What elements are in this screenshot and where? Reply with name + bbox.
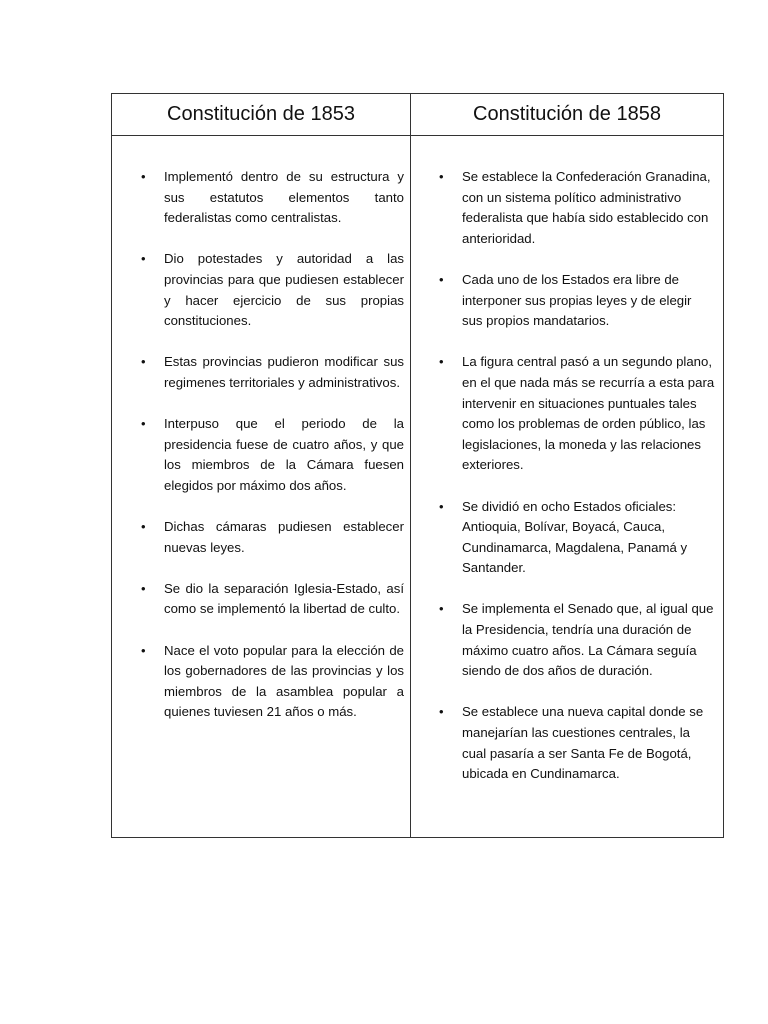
list-item: [112, 414, 410, 496]
list-item: [411, 167, 723, 249]
list-item: [411, 270, 723, 332]
list-item: [112, 517, 410, 558]
header-1858: Constitución de 1858: [411, 94, 724, 136]
list-item-text: Cada uno de los Estados era libre de interponer sus propias leyes y de elegir sus propios mandatarios.: [462, 271, 692, 329]
list-item-text: Nace el voto popular para la elección de los gobernadores de las provincias y los miembros de la asamblea popular a quienes tuviesen 21 años o más.: [164, 642, 404, 720]
bullet-icon: •: [439, 354, 444, 370]
header-row: [112, 94, 724, 136]
column-1858: [411, 136, 724, 838]
list-item-text: Interpuso que el periodo de la presidencia fuese de cuatro años, y que los miembros de la Cámara fuesen elegidos por máximo dos años.: [164, 416, 404, 493]
list-item: [112, 167, 410, 229]
list-item: [112, 579, 410, 620]
list-item: [112, 641, 410, 723]
bullet-icon: •: [439, 169, 444, 184]
list-item-text: Estas provincias pudieron modificar sus regimenes territoriales y administrativos.: [164, 354, 404, 390]
bullet-list-1853: [112, 167, 410, 723]
bullet-list-1858: [411, 167, 723, 785]
bullet-icon: •: [141, 519, 146, 535]
bullet-icon: •: [439, 271, 444, 287]
list-item: [112, 249, 410, 331]
column-1853: [112, 136, 411, 838]
bullet-icon: •: [141, 642, 146, 658]
list-item-text: Se establece una nueva capital donde se manejarían las cuestiones centrales, la cual pasaría a ser Santa Fe de Bogotá, ubicada en Cundinamarca.: [462, 704, 704, 782]
bullet-icon: •: [141, 580, 146, 596]
bullet-icon: •: [141, 251, 146, 267]
bullet-icon: •: [141, 354, 146, 370]
bullet-icon: •: [141, 169, 146, 184]
list-item-text: La figura central pasó a un segundo plano, en el que nada más se recurría a esta para intervenir en situaciones puntuales tales como los problemas de orden público, las legislaciones, la moneda y las relaciones exteriores.: [462, 354, 715, 473]
body-row: [112, 136, 724, 838]
comparison-table: [111, 93, 724, 838]
header-1853: Constitución de 1853: [112, 94, 411, 136]
list-item: [112, 352, 410, 393]
bullet-icon: •: [439, 601, 444, 617]
list-item-text: Se establece la Confederación Granadina, con un sistema político administrativo federalista que había sido establecido con anterioridad.: [462, 169, 711, 246]
bullet-icon: •: [439, 498, 444, 514]
list-item-text: Se dividió en ocho Estados oficiales: Antioquia, Bolívar, Boyacá, Cauca, Cundinamarca, Magdalena, Panamá y Santander.: [462, 498, 688, 576]
bullet-icon: •: [439, 704, 444, 720]
bullet-icon: •: [141, 416, 146, 432]
list-item: [411, 352, 723, 476]
list-item-text: Se dio la separación Iglesia-Estado, así como se implementó la libertad de culto.: [164, 580, 404, 617]
list-item-text: Se implementa el Senado que, al igual que la Presidencia, tendría una duración de máximo cuatro años. La Cámara seguía siendo de dos años de duración.: [462, 601, 714, 679]
list-item-text: Dio potestades y autoridad a las provincias para que pudiesen establecer y hacer ejercicio de sus propias constituciones.: [164, 251, 404, 329]
list-item: [411, 702, 723, 784]
list-item-text: Implementó dentro de su estructura y sus estatutos elementos tanto federalistas como centralistas.: [164, 169, 404, 226]
list-item: [411, 497, 723, 579]
list-item-text: Dichas cámaras pudiesen establecer nuevas leyes.: [164, 519, 404, 555]
list-item: [411, 599, 723, 681]
